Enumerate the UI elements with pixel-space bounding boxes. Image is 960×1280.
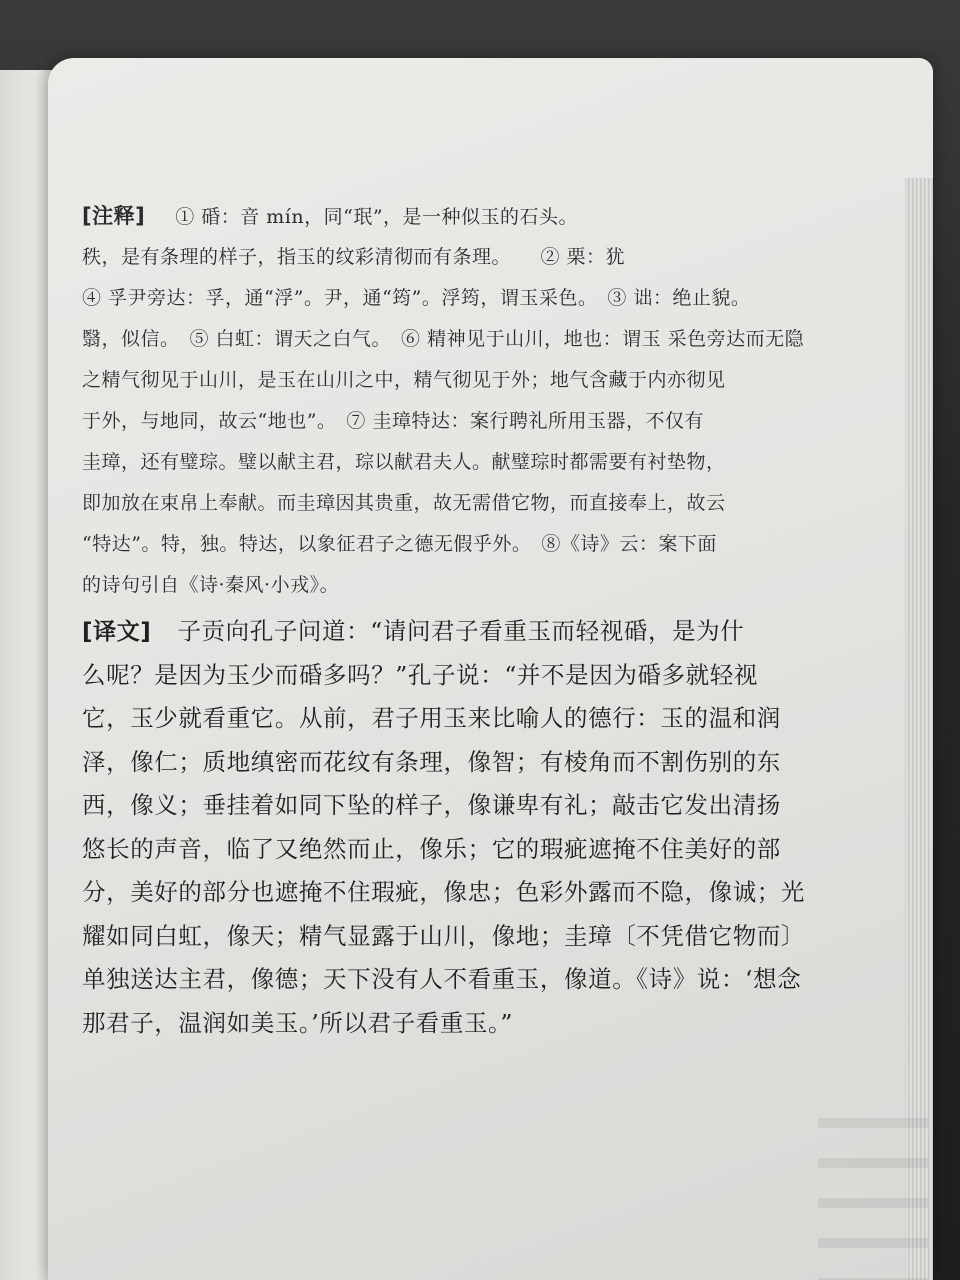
translation-line: 耀如同白虹，像天；精气显露于山川，像地；圭璋〔不凭借它物而〕 [82, 921, 805, 950]
translation-line: 么呢？是因为玉少而碈多吗？”孔子说：“并不是因为碈多就轻视 [82, 660, 758, 689]
notes-section [82, 196, 822, 606]
notes-line: 于外，与地同，故云“地也”。 ⑦ 圭璋特达：案行聘礼所用玉器，不仅有 [82, 410, 704, 432]
translation-line: 悠长的声音，临了又绝然而止，像乐；它的瑕疵遮掩不住美好的部 [82, 834, 781, 863]
translation-line: 西，像义；垂挂着如同下坠的样子，像谦卑有礼；敲击它发出清扬 [82, 791, 781, 819]
translation-line: 它，玉少就看重它。从前，君子用玉来比喻人的德行：玉的温和润 [82, 704, 781, 732]
translation-text: 子贡向孔子问道：“请问君子看重玉而轻视碈，是为什 [177, 617, 745, 645]
notes-line: 翳，似信。 ⑤ 白虹：谓天之白气。 ⑥ 精神见于山川，地也：谓玉 采色旁达而无隐 [82, 328, 805, 350]
show-through-text [818, 1118, 928, 1280]
translation-line: 分，美好的部分也遮掩不住瑕疵，像忠；色彩外露而不隐，像诚；光 [82, 878, 805, 906]
translation-line: 那君子，温润如美玉。’所以君子看重玉。” [82, 1008, 513, 1037]
notes-line: “特达”。特，独。特达，以象征君子之德无假乎外。 ⑧《诗》云：案下面 [82, 533, 717, 555]
notes-line: 的诗句引自《诗·秦风·小戎》。 [82, 574, 340, 596]
translation-line: 单独送达主君，像德；天下没有人不看重玉，像道。《诗》说：‘想念 [82, 965, 802, 993]
notes-line: ④ 孚尹旁达：孚，通“浮”。尹，通“筠”。浮筠，谓玉采色。 ③ 诎：绝止貌。 [82, 287, 751, 309]
notes-line [82, 196, 822, 237]
notes-line: 秩，是有条理的样子，指玉的纹彩清彻而有条理。 ② 栗：犹 [82, 246, 626, 268]
notes-text: ① 碈：音 mín，同“珉”，是一种似玉的石头。 [175, 206, 579, 228]
notes-tag: [注释] [82, 204, 146, 228]
translation-section [82, 610, 822, 1045]
translation-tag: [译文] [82, 619, 152, 645]
page-stack-edge [905, 178, 933, 1280]
page-content [82, 196, 822, 1045]
notes-line: 圭璋，还有璧琮。璧以献主君，琮以献君夫人。献璧琮时都需要有衬垫物， [82, 451, 726, 473]
translation-line: 泽，像仁；质地缜密而花纹有条理，像智；有棱角而不割伤别的东 [82, 747, 781, 776]
notes-line: 即加放在束帛上奉献。而圭璋因其贵重，故无需借它物，而直接奉上，故云 [82, 492, 726, 514]
translation-line [82, 610, 822, 654]
notes-line: 之精气彻见于山川，是玉在山川之中，精气彻见于外；地气含藏于内亦彻见 [82, 369, 726, 391]
